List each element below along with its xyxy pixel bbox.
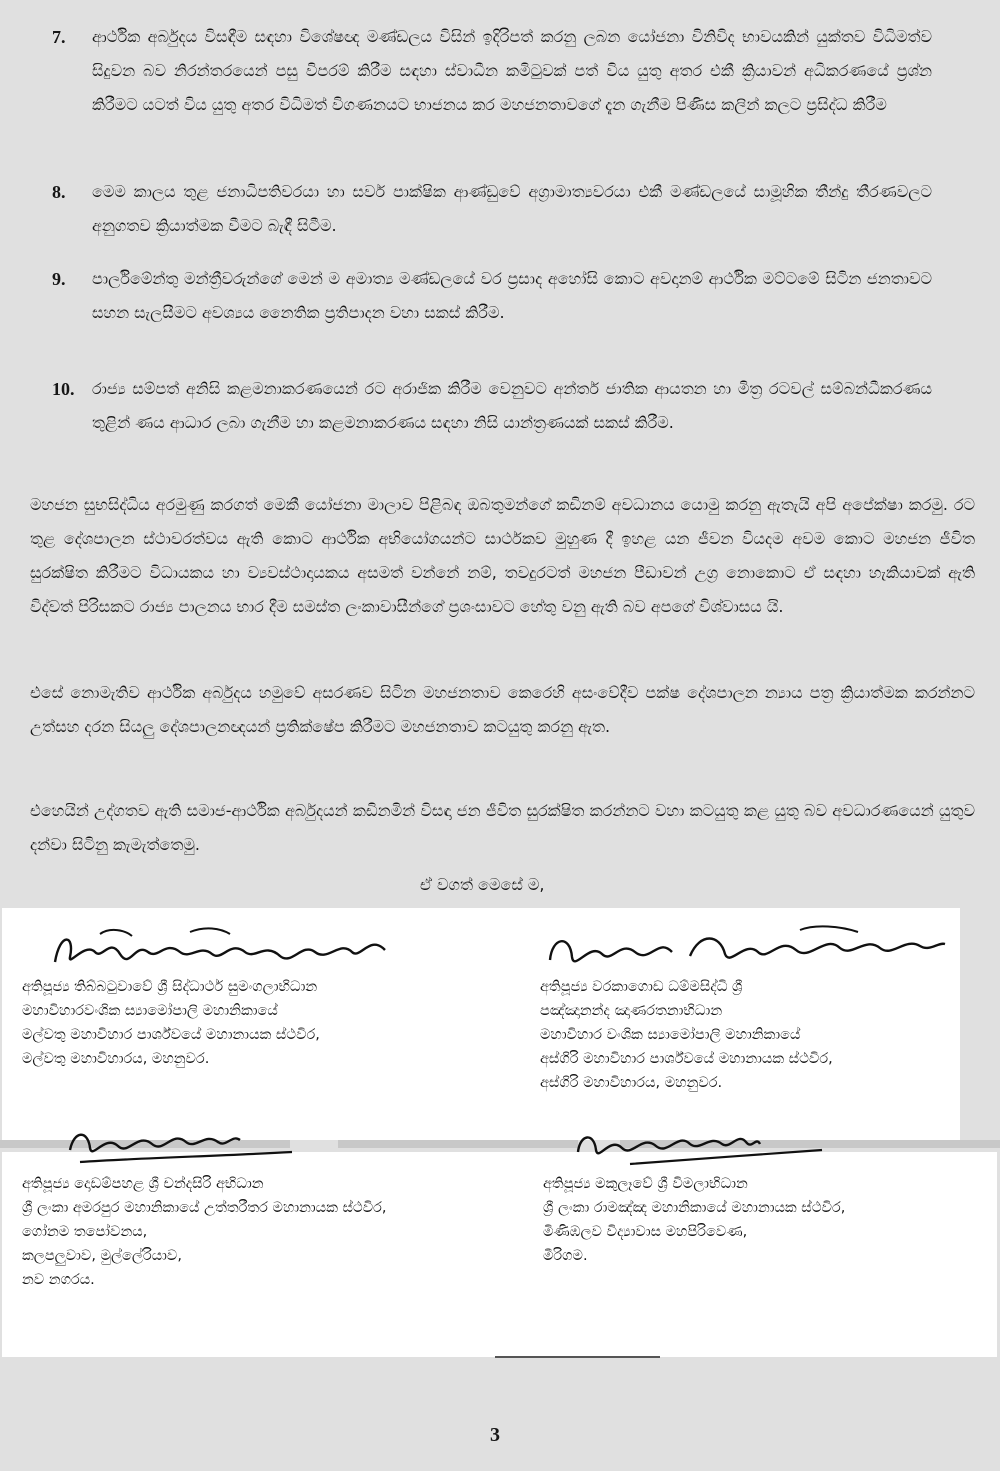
body-paragraph-1: මහජන සුභසිද්ධිය අරමුණු කරගත් මෙකී යෝජනා මාලාව පිළිබඳ ඔබතුමන්ගේ කඩිනම් අවධානය යොමු කරනු ඇතැයි අපි අපේක්ෂා කරමු. රට තුළ දේශපාලන ස්ථාවරත්වය ඇති කොට ආර්ථික අභියෝගයන්ට සාර්ථකව මුහුණ දී ඉහළ යන ජීවන වියදම අවම කොට මහජන ජීවිත සුරක්ෂිත කිරීමට විධායකය හා ව්‍යවස්ථාදායකය අසමත් වන්නේ නම්, තවදුරටත් මහජන පීඩාවන් උග්‍ර නොකොට ඒ සඳහා හැකියාවක් ඇති විද්වත් පිරිසකට රාජ්‍ය පාලනය භාර දීම සමස්ත ලංකාවාසීන්ගේ ප්‍රශංසාවට හේතු වනු ඇති බව අපගේ විශ්වාසය යි. xyxy=(30,495,975,616)
signatory-line: අතිපූජ්‍ය මකුලෑවේ ශ්‍රී විමලාභිධාන xyxy=(543,1176,748,1192)
signatory-line: කලපලුවාව, මුල්ලේරියාව, xyxy=(22,1248,182,1264)
item-text: ආර්ථික අර්බුදය විසඳීම සඳහා විශේෂඥ මණ්ඩලය විසින් ඉදිරිපත් කරනු ලබන යෝජනා විනිවිද භාවයකින් යුක්තව විධිමත්ව සිදුවන බව නිරන්තරයෙන් පසු විපරම් කිරීම සඳහා ස්වාධීන කමිටුවක් පත් විය යුතු අතර එකී ක්‍රියාවන් අධිකරණයේ ප්‍රශ්න කිරීමට යටත් විය යුතු අතර විධිමත් විගණනයට භාජනය කර මහජනතාවගේ දැන ගැනීම පිණිස කලින් කලට ප්‍රසිද්ධ කිරීම xyxy=(92,27,932,114)
item-number: 9. xyxy=(52,269,66,289)
signatory-line: ශ්‍රී ලංකා අමරපුර මහානිකායේ උත්තරීතර මහානායක ස්ථවිර, xyxy=(22,1200,387,1216)
signatory-line: අතිපූජ්‍ය දොඩම්පහළ ශ්‍රී චන්දසිරි අභිධාන xyxy=(22,1176,264,1192)
signatory-line: නව නගරය. xyxy=(22,1272,95,1288)
signatory-line: මීරිගම. xyxy=(543,1248,588,1264)
item-text: මෙම කාලය තුළ ජනාධිපතිවරයා හා සර්ව පාක්ෂික ආණ්ඩුවේ අග්‍රාමාත්‍යවරයා එකී මණ්ඩලයේ සාමූහික තීන්දු තීරණවලට අනුගතව ක්‍රියාත්මක වීමට බැඳී සිටීම. xyxy=(92,182,932,235)
signature-image-1 xyxy=(40,922,400,982)
body-paragraph-2: එසේ නොමැතිව ආර්ථික අර්බුදය හමුවේ අසරණව සිටින මහජනතාව කෙරෙහි අසංවේදීව පක්ෂ දේශපාලන න්‍යාය පත්‍ර ක්‍රියාත්මක කරන්නට උත්සහ දරන සියලු දේශපාලනඥයන් ප්‍රතික්ෂේප කිරීමට මහජනතාව කටයුතු කරනු ඇත. xyxy=(30,683,975,736)
signature-image-2 xyxy=(540,922,950,982)
signatory-line: මහාවිහාරවංශික ස්‍යාමෝපාලි මහානිකායේ xyxy=(22,1003,278,1019)
signatory-4-block xyxy=(543,1172,845,1268)
signatory-line: මල්වතු මහාවිහාරය, මහනුවර. xyxy=(22,1051,210,1067)
signatory-3-block xyxy=(22,1172,387,1292)
signatory-line: අස්ගිරි මහාවිහාර පාර්ශ්වයේ මහානායක ස්ථවිර, xyxy=(540,1051,833,1067)
item-text: පාර්ලිමේන්තු මන්ත්‍රීවරුන්ගේ මෙන් ම අමාත්‍ය මණ්ඩලයේ වර ප්‍රසාද අහෝසි කොට අවදානම් ආර්ථික මට්ටමේ සිටින ජනතාවට සහන සැලසීමට අවශ්‍යය නෛතික ප්‍රතිපාදන වහා සකස් කිරීම. xyxy=(92,269,932,322)
signatory-line: අතිපූජ්‍ය තිබ්බටුවාවේ ශ්‍රී සිද්ධාර්ථ සුමංගලාභිධාන xyxy=(22,979,318,995)
signatory-line: මහාවිහාර වංශික ස්‍යාමෝපාලි මහානිකායේ xyxy=(540,1027,801,1043)
signatory-line: ගෝනම තපෝවනය, xyxy=(22,1224,148,1240)
signatory-2-block xyxy=(540,975,833,1095)
closing-line: ඒ වගත් මෙසේ ම, xyxy=(420,875,545,894)
signatory-line: මිණිඹලව විද්‍යාවාස මහපිරිවෙණ, xyxy=(543,1224,748,1240)
signature-image-4 xyxy=(570,1120,830,1170)
list-item-7 xyxy=(52,20,932,122)
page-number: 3 xyxy=(490,1424,500,1446)
signatory-line: අතිපූජ්‍ය වරකාගොඩ ධම්මසිද්ධි ශ්‍රී xyxy=(540,979,743,995)
list-item-8 xyxy=(52,175,932,243)
divider xyxy=(495,1356,660,1358)
signatory-line: අස්ගිරි මහාවිහාරය, මහනුවර. xyxy=(540,1075,723,1091)
signatory-line: පඤ්ඤානන්ද ඤාණරතනාභිධාන xyxy=(540,1003,723,1019)
item-text: රාජ්‍ය සම්පත් අනිසි කළමනාකරණයෙන් රට අරාජික කිරීම වෙනුවට අන්තර් ජාතික ආයතන හා මිත්‍ර රටවල් සම්බන්ධීකරණය තුළින් ණය ආධාර ලබා ගැනීම හා කළමනාකරණය සඳහා නිසි යාන්ත්‍රණයක් සකස් කිරීම. xyxy=(92,379,932,432)
body-paragraph-3: එහෙයින් උද්ගතව ඇති සමාජ-ආර්ථික අර්බුදයන් කඩිනමින් විසඳා ජන ජීවිත සුරක්ෂිත කරන්නට වහා කටයුතු කළ යුතු බව අවධාරණයෙන් යුතුව දන්වා සිටිනු කැමැත්තෙමු. xyxy=(30,801,975,854)
item-number: 8. xyxy=(52,182,66,202)
list-item-10 xyxy=(52,372,932,440)
item-number: 10. xyxy=(52,379,75,399)
divider xyxy=(338,1140,578,1148)
list-item-9 xyxy=(52,262,932,330)
item-number: 7. xyxy=(52,27,66,47)
signatory-line: ශ්‍රී ලංකා රාමඤ්ඤ මහානිකායේ මහානායක ස්ථවිර, xyxy=(543,1200,846,1216)
signatory-1-block xyxy=(22,975,320,1071)
signature-image-3 xyxy=(60,1120,300,1170)
signatory-line: මල්වතු මහාවිහාර පාර්ශ්වයේ මහානායක ස්ථවිර, xyxy=(22,1027,320,1043)
